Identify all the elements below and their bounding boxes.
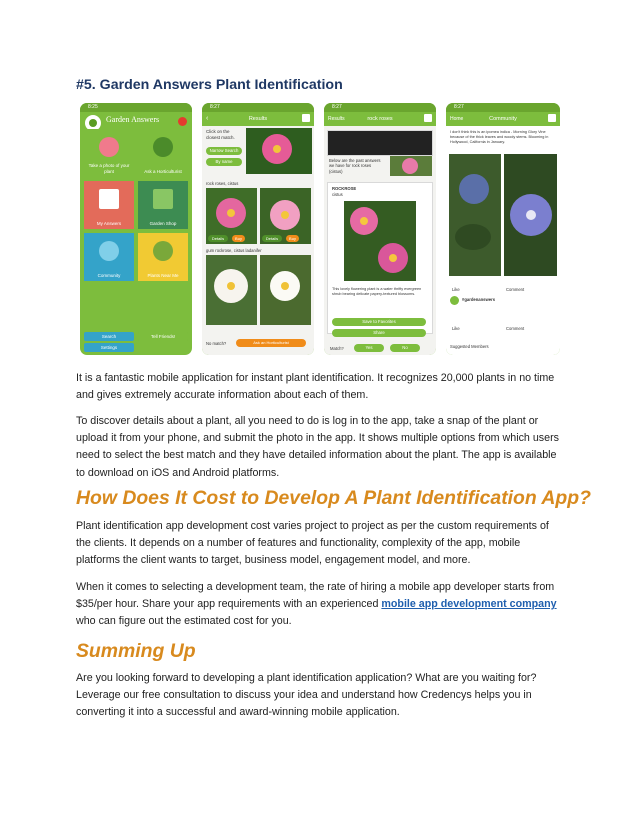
gardener-icon: [153, 137, 173, 157]
plant-description: This lovely flowering plant is a water thrifty evergreen shrub bearing delicate papery-textured blossoms.: [332, 287, 422, 296]
notification-bell-icon[interactable]: [178, 117, 187, 126]
back-link[interactable]: Home: [450, 116, 464, 122]
nav-title: Community: [489, 116, 517, 122]
paragraph-how-it-works: To discover details about a plant, all you need to do is log in to the app, take a snap of the plant or upload it from your phone, and submit the photo in the app. It shows multiple options from which users need to select the best match and they have detailed information about the plant. The app is available to download on iOS and Android platforms.: [76, 415, 559, 479]
tile-label: Community: [97, 272, 121, 278]
hiring-rate-text-end: who can figure out the estimated cost for you.: [76, 615, 292, 628]
share-button[interactable]: Share: [332, 329, 426, 337]
home-icon[interactable]: [548, 114, 556, 122]
no-button[interactable]: No: [390, 344, 420, 352]
tile-label: Garden Shop: [149, 220, 177, 226]
result-label-2: gum rockrose, cistus ladanifer: [206, 248, 262, 253]
app-title: Garden Answers: [106, 115, 160, 124]
flower-icon: [99, 137, 119, 157]
section-heading-garden-answers: #5. Garden Answers Plant Identification: [76, 77, 343, 93]
settings-button[interactable]: Settings: [84, 343, 134, 352]
nav-title: Results: [248, 116, 268, 122]
answer-card: [327, 182, 433, 334]
tile-label: Take a photo of your plant: [88, 163, 130, 174]
post-author[interactable]: #gardenanswers: [462, 297, 496, 302]
comment-action[interactable]: Comment: [506, 287, 525, 292]
search-button[interactable]: Search: [84, 332, 134, 341]
ask-horticulturist-button[interactable]: Ask an Horticulturist: [236, 339, 306, 347]
tile-plants-near-me[interactable]: [138, 233, 188, 281]
paragraph-hiring-rate: [76, 579, 566, 631]
plant-genus: cistus: [332, 192, 343, 197]
tile-label: My Answers: [96, 220, 122, 226]
tile-community[interactable]: [84, 233, 134, 281]
phone-community-screen: [446, 103, 560, 355]
like-action[interactable]: Like: [452, 287, 460, 292]
section-title-summary: Summing Up: [76, 640, 196, 662]
match-photo-1[interactable]: [246, 128, 312, 174]
checklist-icon: [99, 189, 119, 209]
yes-button[interactable]: Yes: [354, 344, 384, 352]
tile-take-photo[interactable]: [84, 129, 134, 177]
result-label-1: rock roses, cistus: [206, 181, 239, 186]
video-banner: [327, 130, 433, 156]
intro-text: Below are the past answers we have for rock roses (cistus): [329, 158, 381, 174]
nav-bar: [446, 112, 560, 126]
paragraph-cost-factors: Plant identification app development cost varies project to project as per the custom requirements of the clients. It depends on a number of features and functionality, complexity of the app, mobile platforms the client wants to target, business model, engagement model, and more.: [76, 520, 549, 567]
tell-friends-button[interactable]: Tell Friends!: [138, 332, 188, 341]
narrow-search-button[interactable]: Narrow Search: [206, 147, 242, 155]
shop-icon: [153, 189, 173, 209]
post-photo-2[interactable]: [504, 154, 557, 276]
tile-label: Plants Near Me: [147, 272, 179, 278]
nav-bar: [202, 112, 314, 126]
status-bar: 8:27: [202, 103, 314, 112]
post-photo-1[interactable]: [449, 154, 501, 276]
nav-bar: [324, 112, 436, 126]
status-bar: 8:25: [80, 103, 192, 112]
tile-my-answers[interactable]: [84, 181, 134, 229]
plant-name: ROCKROSE: [332, 186, 357, 191]
paragraph-summary: Are you looking forward to developing a plant identification application? What are you waiting for? Leverage our free consultation to discuss your idea and understand how Credencys helps you in converting it into a successful and award-winning mobile application.: [76, 672, 537, 719]
detail-content: [324, 126, 436, 355]
rockrose-photo[interactable]: [344, 201, 416, 281]
match-label: Match?: [330, 346, 344, 351]
match-photo-4[interactable]: [206, 255, 257, 325]
status-bar: 8:27: [324, 103, 436, 112]
tile-garden-shop[interactable]: [138, 181, 188, 229]
people-icon: [99, 241, 119, 261]
thumbnail-photo[interactable]: [390, 156, 432, 176]
back-chevron-icon[interactable]: ‹: [206, 115, 209, 122]
instruction-text: Click on the closest match.: [206, 129, 235, 140]
phone-results-screen: [202, 103, 314, 355]
hiring-rate-text: When it comes to selecting a development team, the rate of hiring a mobile app developer starts from $35/per hour. Share your app requirements with an experienced: [76, 581, 555, 611]
by-name-button[interactable]: By name: [206, 158, 242, 166]
community-feed: [446, 126, 560, 355]
comment-action[interactable]: Comment: [506, 326, 525, 331]
home-icon[interactable]: [302, 114, 310, 122]
like-action[interactable]: Like: [452, 326, 460, 331]
section-title-cost: How Does It Cost to Develop A Plant Identification App?: [76, 487, 591, 509]
details-button[interactable]: Details: [208, 235, 228, 242]
home-icon[interactable]: [424, 114, 432, 122]
phone-home-screen: [80, 103, 192, 355]
match-photo-5[interactable]: [260, 255, 311, 325]
app-screenshots: [80, 103, 560, 355]
buy-button[interactable]: Buy: [232, 235, 245, 242]
mobile-app-development-company-link[interactable]: mobile app development company: [381, 598, 557, 611]
save-to-favorites-button[interactable]: Save to Favorites: [332, 318, 426, 326]
status-bar: 8:27: [446, 103, 560, 112]
tile-ask-horticulturist[interactable]: [138, 129, 188, 177]
paragraph-intro: It is a fantastic mobile application for instant plant identification. It recognizes 20,000 plants in no time and gives extremely accurate information about each of them.: [76, 372, 555, 402]
buy-button[interactable]: Buy: [286, 235, 299, 242]
post-text: I don't think this is an ipomea indica - Morning Glory Vine because of the thick leaves and woody stems. Blooming in Hollywood, California in January.: [450, 130, 549, 144]
nav-title: rock roses: [367, 116, 393, 122]
suggested-members-label: Suggested Members: [450, 344, 489, 349]
details-button[interactable]: Details: [262, 235, 282, 242]
phone-detail-screen: [324, 103, 436, 355]
no-match-label: No match?: [206, 341, 227, 346]
tile-label: Ask a Horticulturist: [144, 168, 182, 174]
results-content: [202, 126, 314, 355]
back-link[interactable]: Results: [328, 116, 345, 122]
location-pin-icon: [153, 241, 173, 261]
avatar[interactable]: [450, 296, 459, 305]
